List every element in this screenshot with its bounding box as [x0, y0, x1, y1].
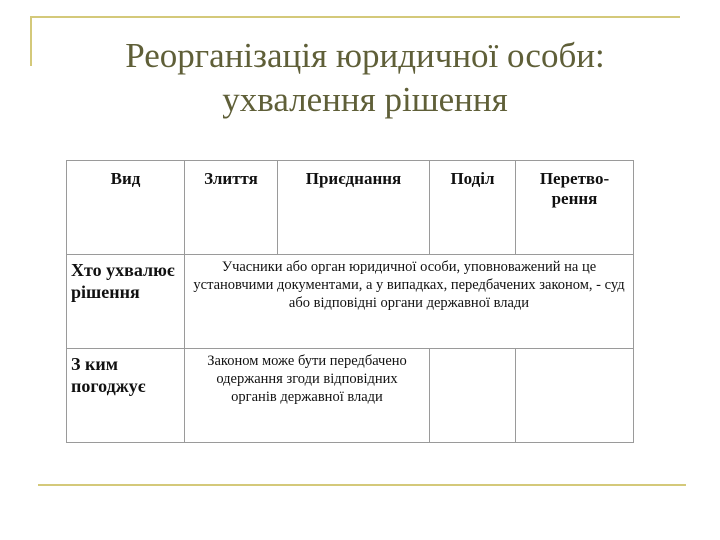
cell-who-decides: Учасники або орган юридичної особи, уповноважений на це установчими документами, а у випадках, передбачених законом, - суд або відповідні органи державної влади — [185, 255, 634, 349]
header-accession: Приєднання — [278, 161, 430, 255]
header-kind: Вид — [67, 161, 185, 255]
table-header-row — [67, 161, 634, 255]
row-label-who-decides: Хто ухвалює рішення — [67, 255, 185, 349]
frame-top-line — [30, 16, 680, 18]
title-line-1: Реорганізація юридичної особи: — [125, 36, 605, 75]
cell-transformation-empty — [516, 349, 634, 443]
title-line-2: ухвалення рішення — [222, 80, 508, 119]
reorganization-table — [66, 160, 634, 443]
header-merger: Злиття — [185, 161, 278, 255]
cell-division-empty — [430, 349, 516, 443]
table-row-who-decides — [67, 255, 634, 349]
header-transformation: Перетво-рення — [516, 161, 634, 255]
frame-left-line — [30, 16, 32, 66]
row-label-with-whom: З ким погоджує — [67, 349, 185, 443]
table-row-with-whom — [67, 349, 634, 443]
cell-with-whom: Законом може бути передбачено одержання згоди відповідних органів державної влади — [185, 349, 430, 443]
header-division: Поділ — [430, 161, 516, 255]
frame-bottom-line — [38, 484, 686, 486]
slide-title — [40, 34, 690, 122]
